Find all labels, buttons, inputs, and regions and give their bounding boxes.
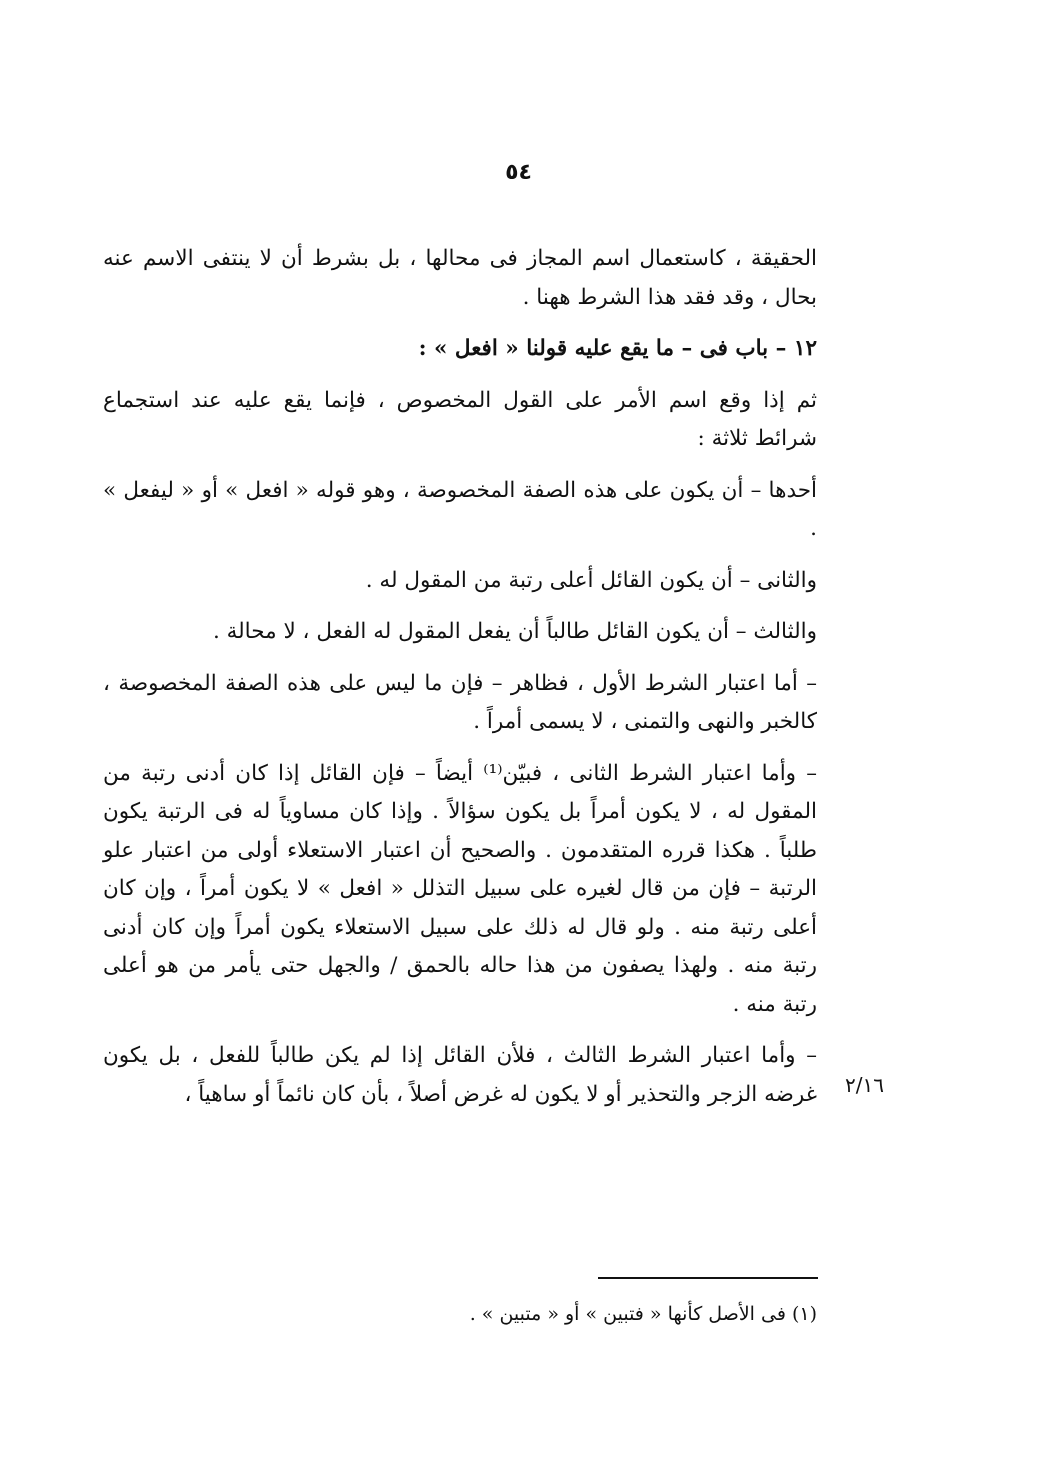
main-text [103, 240, 817, 1127]
paragraph-first-explanation: – أما اعتبار الشرط الأول ، فظاهر – فإن ما ليس على هذه الصفة المخصوصة ، كالخبر والنهى والتمنى ، لا يسمى أمراً . [103, 670, 817, 734]
paragraph-first-condition: أحدها – أن يكون على هذه الصفة المخصوصة ، وهو قوله « افعل » أو « ليفعل » . [103, 477, 817, 541]
section-heading: ١٢ – باب فى – ما يقع عليه قولنا « افعل » : [418, 336, 817, 361]
paragraph-third-explanation: – وأما اعتبار الشرط الثالث ، فلأن القائل إذا لم يكن طالباً للفعل ، بل يكون غرضه الزجر والتحذير أو لا يكون له غرض أصلاً ، بأن كان نائماً أو ساهياً ، [103, 1043, 817, 1107]
paragraph-second-condition: والثانى – أن يكون القائل أعلى رتبة من المقول له . [365, 567, 817, 593]
footnote-divider [598, 1277, 818, 1279]
paragraph-conditions: ثم إذا وقع اسم الأمر على القول المخصوص ، فإنما يقع عليه عند استجماع شرائط ثلاثة : [103, 387, 817, 451]
paragraph-second-explanation: – وأما اعتبار الشرط الثانى ، فبيّن⁽¹⁾ أيضاً – فإن القائل إذا كان أدنى رتبة من المقول له ، لا يكون أمراً بل يكون سؤالاً . وإذا كان مساوياً له فى الرتبة يكون طلباً . هكذا قرره المتقدمون . والصحيح أن اعتبار الاستعلاء أولى من اعتبار علو الرتبة – فإن من قال لغيره على سبيل التذلل « افعل » لا يكون أمراً ، وإن كان أعلى رتبة منه . ولو قال له ذلك على سبيل الاستعلاء يكون أمراً وإن كان أدنى رتبة منه . ولهذا يصفون من هذا حاله بالحمق / والجهل حتى يأمر من هو أعلى رتبة منه . [103, 760, 817, 1017]
footnote: (١) فى الأصل كأنها « فتبين » أو « متبين » . [469, 1303, 817, 1325]
margin-folio-reference: ٢/١٦ [845, 1073, 884, 1097]
paragraph-intro: الحقيقة ، كاستعمال اسم المجاز فى محالها ، بل بشرط أن لا ينتفى الاسم عنه بحال ، وقد فقد هذا الشرط ههنا . [103, 246, 817, 310]
page-number: ٥٤ [505, 160, 532, 185]
paragraph-third-condition: والثالث – أن يكون القائل طالباً أن يفعل المقول له الفعل ، لا محالة . [212, 619, 817, 644]
